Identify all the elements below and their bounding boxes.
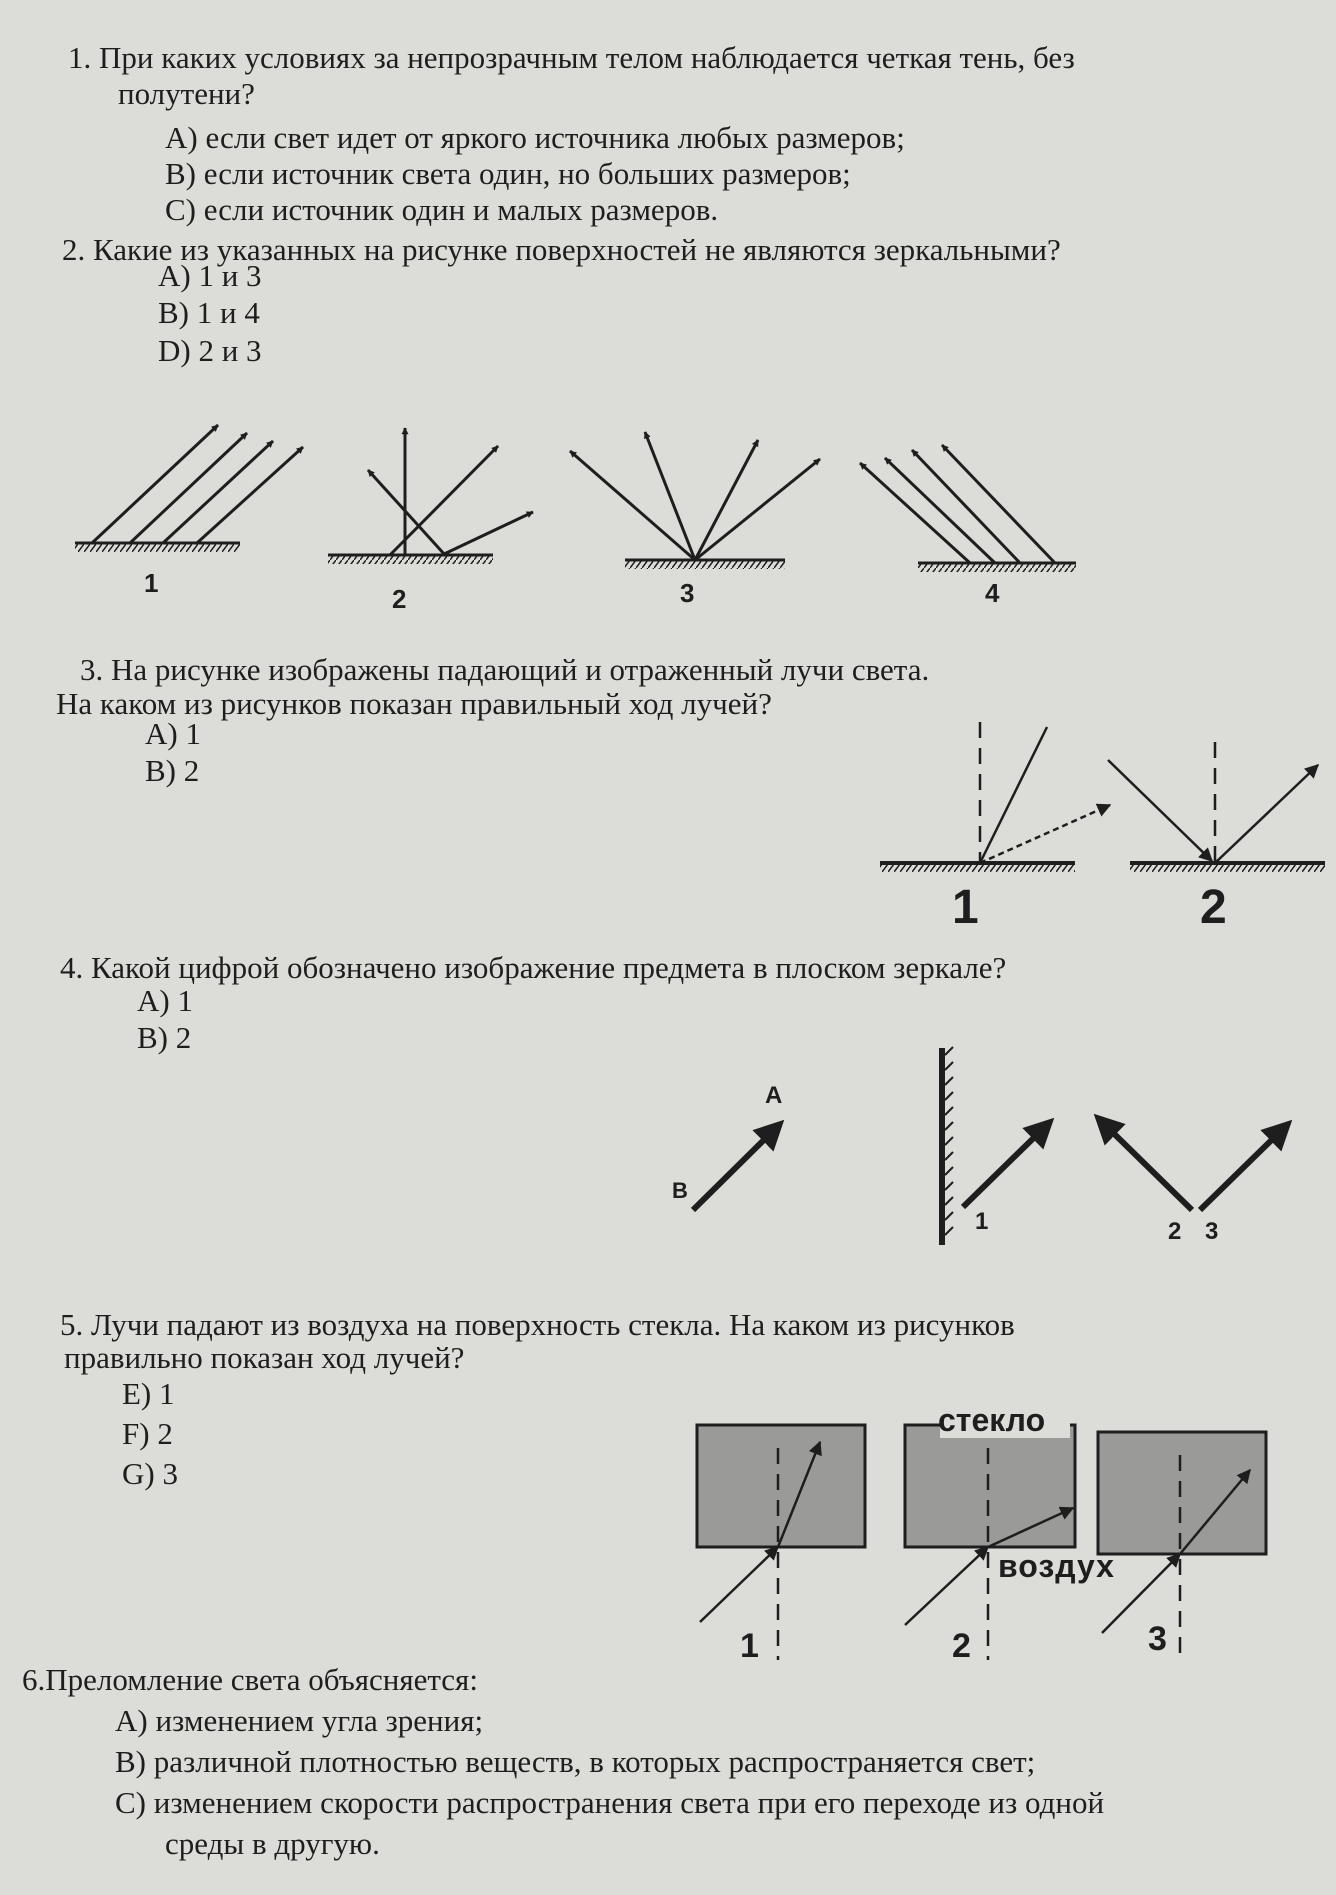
q2-label-4: 4	[985, 578, 1000, 608]
q3-option-a[interactable]: A) 1	[145, 716, 201, 751]
q5-text-cont: правильно показан ход лучей?	[64, 1340, 465, 1375]
q5-option-e[interactable]: E) 1	[122, 1376, 175, 1411]
q3-label-2: 2	[1200, 881, 1227, 934]
q4-option-b[interactable]: B) 2	[137, 1020, 192, 1055]
q4-label-a: A	[765, 1082, 783, 1109]
q4-label-3: 3	[1205, 1218, 1219, 1245]
glass-block-3	[1098, 1432, 1266, 1554]
q5-label-1: 1	[740, 1627, 759, 1665]
q6-option-c-cont: среды в другую.	[165, 1826, 380, 1861]
q2-option-a[interactable]: A) 1 и 3	[158, 258, 262, 293]
q6-text: 6.Преломление света объясняется:	[22, 1662, 478, 1697]
q2-text: 2. Какие из указанных на рисунке поверхностей не являются зеркальными?	[62, 232, 1061, 267]
q3-option-b[interactable]: B) 2	[145, 753, 200, 788]
q3-label-1: 1	[952, 881, 979, 934]
q4-label-2: 2	[1168, 1218, 1182, 1245]
q5-label-2: 2	[952, 1627, 971, 1665]
q2-option-b[interactable]: B) 1 и 4	[158, 295, 260, 330]
q5-option-g[interactable]: G) 3	[122, 1456, 178, 1491]
incident-ray-1	[700, 1547, 778, 1622]
q4-label-b: B	[672, 1178, 688, 1203]
q2-option-d[interactable]: D) 2 и 3	[158, 333, 262, 368]
glass-block-1	[697, 1425, 865, 1547]
q1-text-cont: полутени?	[118, 76, 255, 111]
q5-text: 5. Лучи падают из воздуха на поверхность стекла. На каком из рисунков	[60, 1307, 1015, 1342]
glass-label: стекло	[938, 1402, 1046, 1438]
q2-label-1: 1	[144, 568, 159, 598]
q1-option-c[interactable]: C) если источник один и малых размеров.	[165, 192, 719, 227]
q2-label-2: 2	[392, 584, 407, 614]
q4-option-a[interactable]: A) 1	[137, 983, 193, 1018]
glass-block-2	[905, 1425, 1075, 1547]
q4-label-1: 1	[975, 1208, 989, 1235]
q6-option-b[interactable]: B) различной плотностью веществ, в которых распространяется свет;	[115, 1744, 1036, 1779]
q1-option-b[interactable]: B) если источник света один, но больших размеров;	[165, 156, 851, 191]
q2-label-3: 3	[680, 578, 695, 608]
air-label: воздух	[998, 1548, 1115, 1584]
q6-option-a[interactable]: A) изменением угла зрения;	[115, 1703, 484, 1738]
q5-label-3: 3	[1148, 1620, 1167, 1658]
q3-text-cont: На каком из рисунков показан правильный ход лучей?	[56, 686, 772, 721]
q1-text: 1. При каких условиях за непрозрачным телом наблюдается четкая тень, без	[68, 40, 1075, 75]
q1-option-a[interactable]: A) если свет идет от яркого источника любых размеров;	[165, 120, 905, 155]
q5-option-f[interactable]: F) 2	[122, 1416, 173, 1451]
q6-option-c[interactable]: C) изменением скорости распространения света при его переходе из одной	[115, 1785, 1105, 1820]
q4-text: 4. Какой цифрой обозначено изображение предмета в плоском зеркале?	[60, 950, 1007, 985]
q3-text: 3. На рисунке изображены падающий и отраженный лучи света.	[80, 652, 930, 687]
incident-ray-2	[905, 1547, 988, 1625]
